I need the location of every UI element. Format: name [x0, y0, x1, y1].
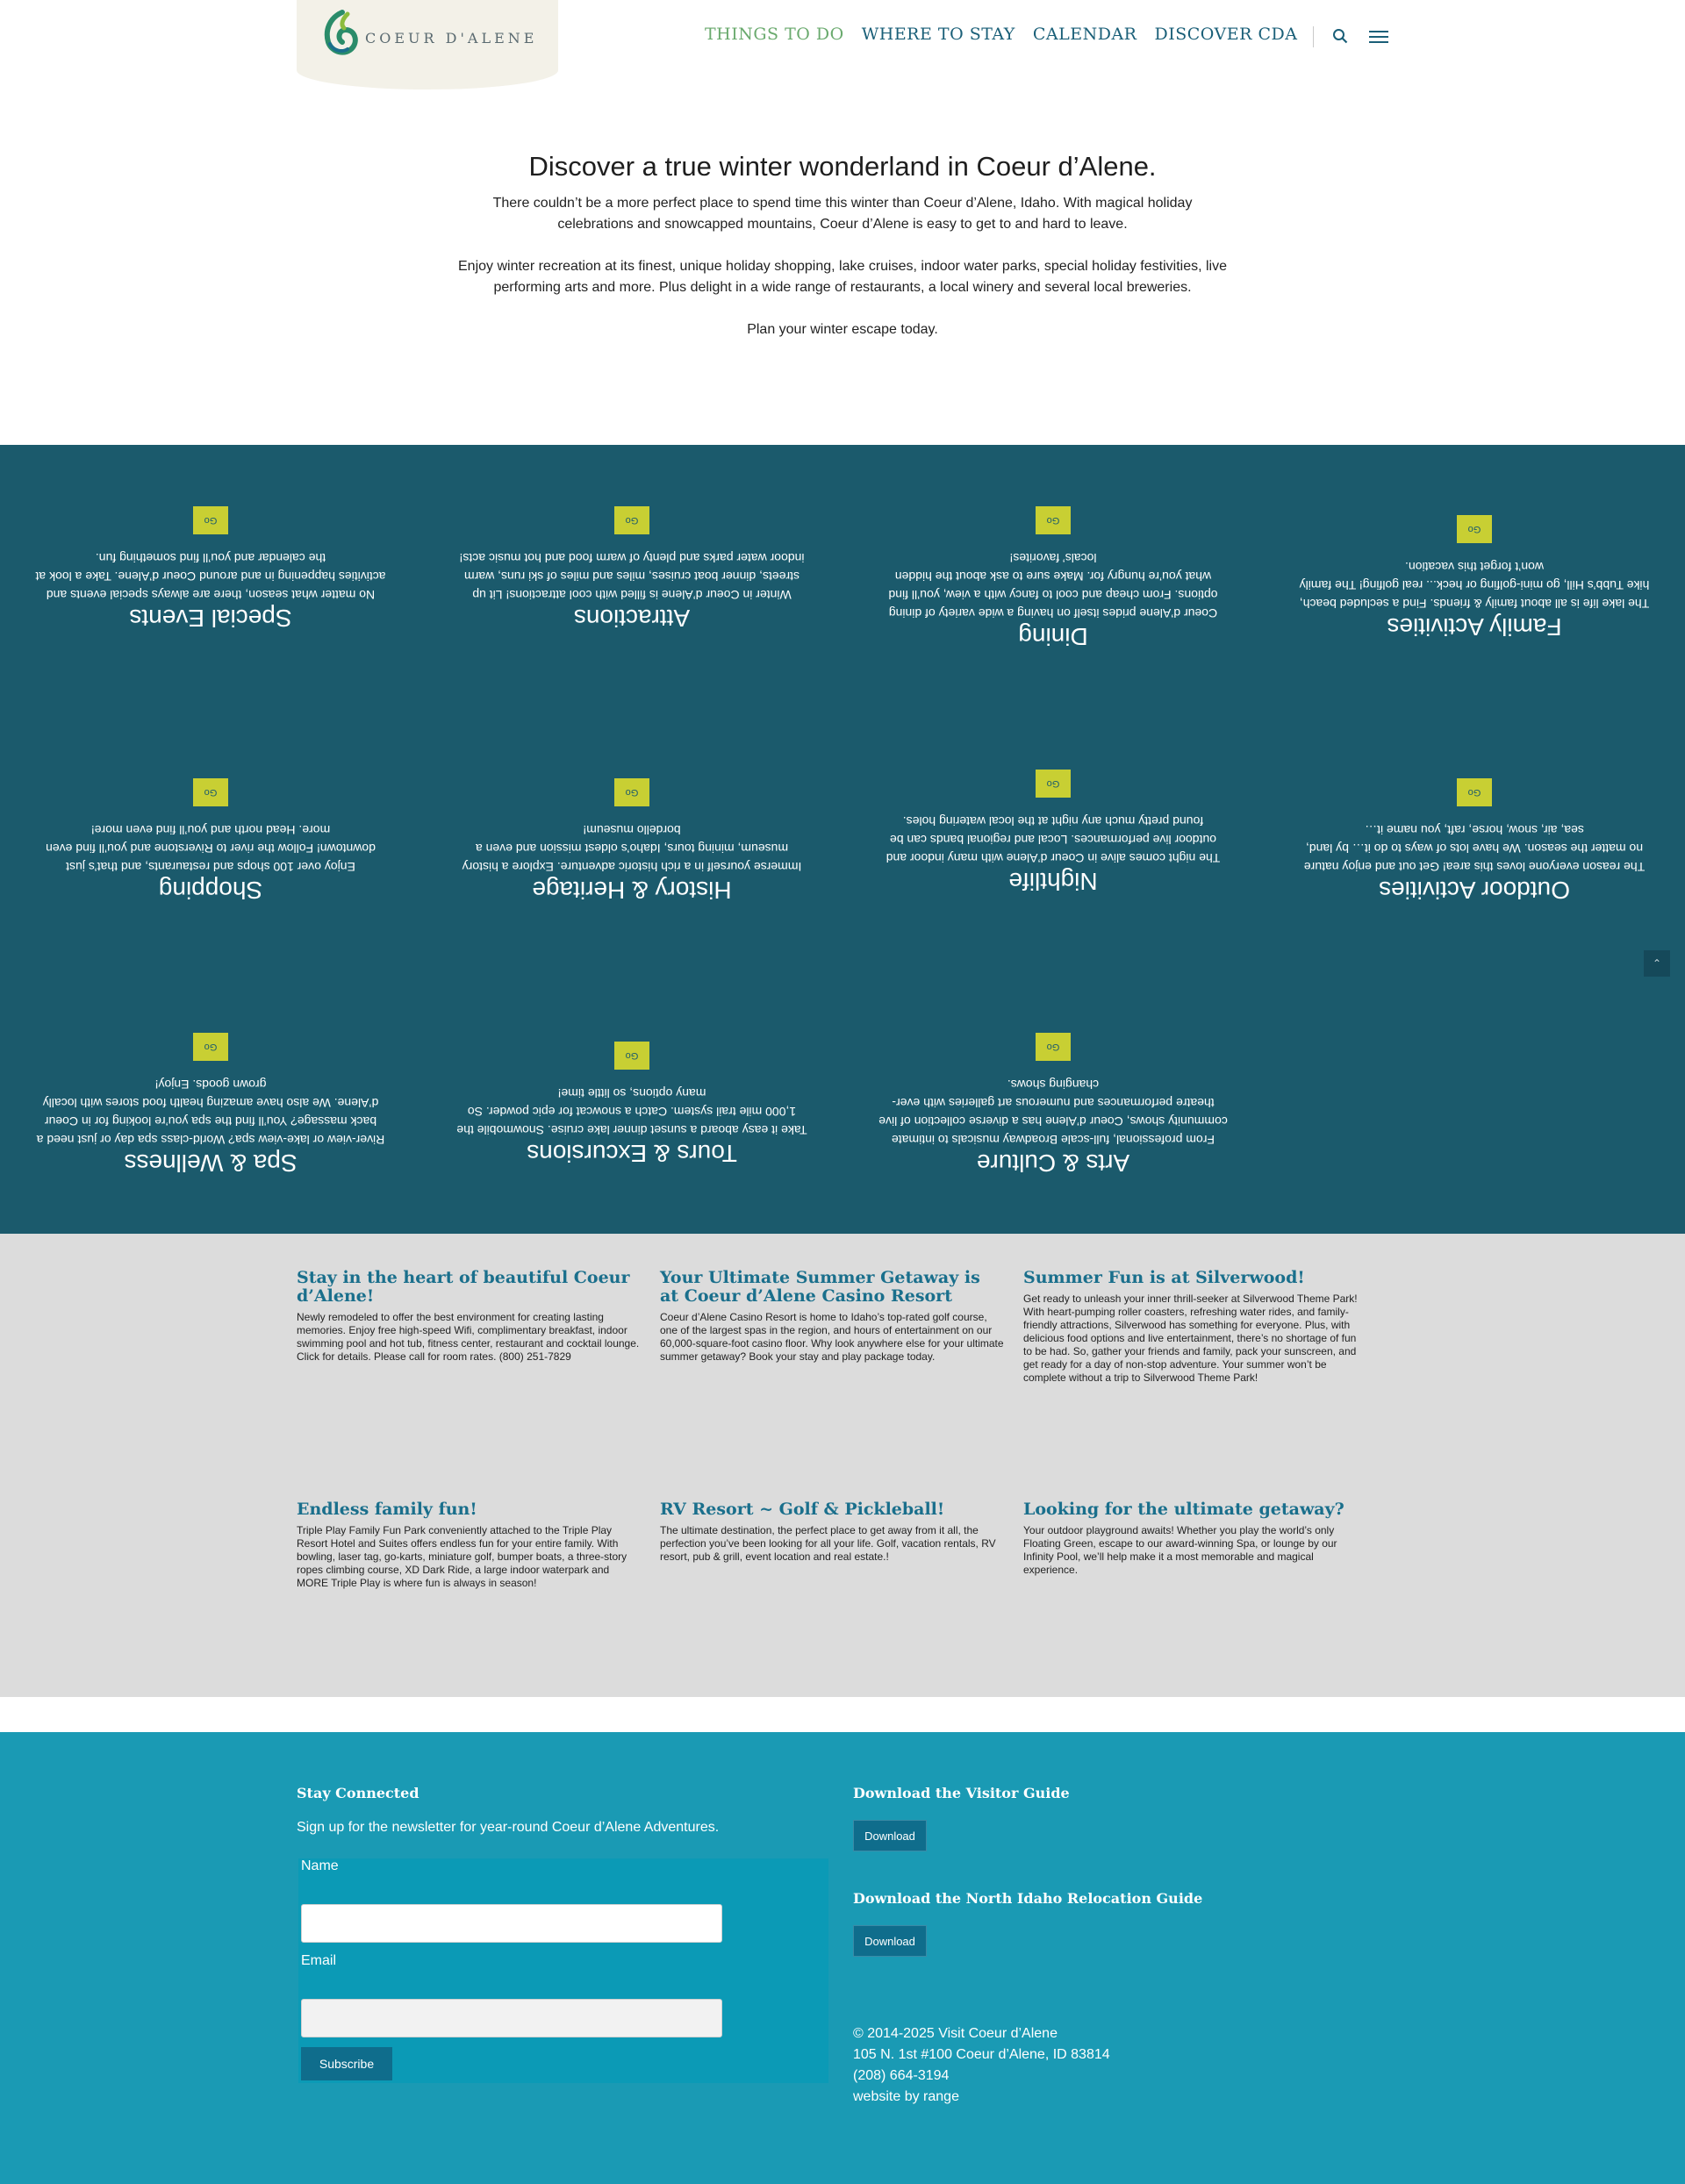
promo-title[interactable]: Stay in the heart of beautiful Coeur d’Alene! — [297, 1268, 630, 1306]
promo-card[interactable] — [297, 1500, 641, 1590]
tile-title: Outdoor Activities — [1379, 877, 1570, 904]
nav-things-to-do[interactable]: THINGS TO DO — [705, 25, 844, 44]
tile-text: The night comes alive in Coeur d’Alene with many indoor and outdoor live performances. Local and regional bands can be found pretty much any night at the local watering holes. — [886, 814, 1221, 865]
go-button[interactable]: Go — [614, 778, 649, 806]
promo-text: Triple Play Family Fun Park conveniently attached to the Triple Play Resort Hotel and Suites offers endless fun for your entire family. With bowling, laser tag, go-karts, miniature golf, bumper boats, a three-story ropes climbing course, XD Dark Ride, a large indoor waterpark and MORE Triple Play is where fun is always in season! — [297, 1524, 627, 1589]
go-button[interactable]: Go — [614, 1042, 649, 1070]
promo-title[interactable]: Endless family fun! — [297, 1500, 477, 1519]
tile-attractions[interactable] — [421, 498, 842, 632]
tile-outdoor-activities[interactable] — [1264, 770, 1685, 904]
tile-text: Take it easy aboard a sunset dinner lake cruise. Snowmobile the 1,000 mile trail system. Catch a snowcat for epic powder. So many options, so little time! — [456, 1086, 807, 1137]
promo-title[interactable]: Looking for the ultimate getaway? — [1023, 1500, 1344, 1519]
subscribe-button[interactable]: Subscribe — [301, 2047, 392, 2080]
go-button[interactable]: Go — [193, 1033, 228, 1061]
promo-card[interactable] — [1023, 1500, 1367, 1577]
phone[interactable]: (208) 664-3194 — [853, 2068, 950, 2083]
footer-info — [853, 2023, 1110, 2108]
go-button[interactable]: Go — [1457, 778, 1492, 806]
nav-calendar[interactable]: CALENDAR — [1032, 25, 1137, 44]
go-button[interactable]: Go — [614, 506, 649, 534]
intro-title: Discover a true winter wonderland in Coeur d’Alene. — [528, 151, 1157, 182]
tile-title: Arts & Culture — [976, 1149, 1130, 1177]
promo-card[interactable] — [660, 1500, 1004, 1564]
tile-text: The reason everyone loves this area! Get out and enjoy nature no matter the season. We have lots of ways to do it… by land, sea, air, snow, horse, raft, you name it… — [1303, 823, 1646, 874]
download-visitor-guide-button[interactable]: Download — [853, 1820, 927, 1851]
tile-special-events[interactable] — [0, 498, 421, 632]
site-footer — [0, 1732, 1685, 2184]
newsletter-form — [298, 1858, 828, 2083]
tile-spa-wellness[interactable] — [0, 1024, 421, 1177]
go-button[interactable]: Go — [1457, 515, 1492, 543]
promo-text: The ultimate destination, the perfect place to get away from it all, the perfection you’ve been looking for all your life. Golf, vacation rentals, RV resort, pub & grill, event location and real estate.! — [660, 1524, 996, 1563]
tile-title: Attractions — [573, 605, 691, 632]
promo-card[interactable] — [660, 1269, 1004, 1364]
go-button[interactable]: Go — [1036, 506, 1071, 534]
address: 105 N. 1st #100 Coeur d’Alene, ID 83814 — [853, 2047, 1110, 2062]
tile-text: Winter in Coeur d’Alene is filled with cool attractions! Lit up streets, dinner boat cruises, miles and miles of ski runs, warm indoor water parks and plenty of warm food and hot music acts! — [459, 551, 805, 602]
website-credit[interactable]: website by range — [853, 2089, 959, 2104]
search-icon[interactable] — [1332, 28, 1348, 44]
tile-shopping[interactable] — [0, 770, 421, 904]
tile-dining[interactable] — [842, 498, 1264, 650]
download-relocation-guide-button[interactable]: Download — [853, 1925, 927, 1957]
tile-text: Immerse yourself in a rich historic adventure. Explore a history museum, mining tours, Idaho’s oldest mission and even a bordello museum! — [462, 823, 802, 874]
go-button[interactable]: Go — [1036, 770, 1071, 798]
tile-text: From professional, full-scale Broadway musicals to intimate community shows, Coeur d’Alene has a diverse collection of live theatre performances and numerous art galleries with ever-changing shows. — [878, 1078, 1228, 1147]
go-button[interactable]: Go — [193, 506, 228, 534]
activity-grid — [0, 445, 1685, 1234]
intro-paragraph-2: Enjoy winter recreation at its finest, unique holiday shopping, lake cruises, indoor water parks, special holiday festivities, live performing arts and more. Plus delight in a wide range of restaurants, a local winery and several local breweries. — [458, 259, 1227, 295]
promo-title[interactable]: Your Ultimate Summer Getaway is at Coeur d’Alene Casino Resort — [660, 1268, 980, 1306]
tile-title: Special Events — [129, 605, 292, 632]
visitor-guide-heading: Download the Visitor Guide — [853, 1785, 1070, 1801]
tile-history-heritage[interactable] — [421, 770, 842, 904]
tile-tours-excursions[interactable] — [421, 1033, 842, 1167]
tile-text: River-view or lake-view spa? World-class spa day or just need a back massage? You’ll find the spa you’re looking for in Coeur d’Alene. We also have amazing health food stores with locally grown goods. Enjoy! — [36, 1078, 385, 1147]
tile-title: Nightlife — [1008, 868, 1098, 895]
intro-section — [456, 151, 1229, 362]
tile-title: Family Activities — [1387, 613, 1562, 641]
email-input[interactable] — [301, 1999, 722, 2037]
tile-title: History & Heritage — [532, 877, 732, 904]
chevron-up-icon: ⌃ — [1652, 957, 1662, 970]
intro-paragraph-3: Plan your winter escape today. — [747, 322, 938, 337]
promo-card[interactable] — [1023, 1269, 1367, 1385]
intro-paragraph-1: There couldn’t be a more perfect place to spend time this winter than Coeur d’Alene, Idaho. With magical holiday celebrations and snowcapped mountains, Coeur d’Alene is easy to get to and hard to leave. — [492, 196, 1193, 232]
go-button[interactable]: Go — [193, 778, 228, 806]
nav-where-to-stay[interactable]: WHERE TO STAY — [861, 25, 1015, 44]
tile-title: Tours & Excursions — [527, 1140, 737, 1167]
promo-card[interactable] — [297, 1269, 641, 1364]
tile-nightlife[interactable] — [842, 761, 1264, 895]
promo-title[interactable]: Summer Fun is at Silverwood! — [1023, 1268, 1305, 1287]
scroll-to-top-button[interactable] — [1644, 950, 1670, 977]
relocation-guide-heading: Download the North Idaho Relocation Guide — [853, 1890, 1203, 1907]
site-header — [0, 0, 1685, 97]
promo-text: Get ready to unleash your inner thrill-seeker at Silverwood Theme Park! With heart-pumping roller coasters, refreshing water rides, and family-friendly attractions, Silverwood has something for everyone. Plus, with delicious food options and live entertainment, there’s no shortage of fun to be had. So, gather your friends and family, pack your sunscreen, and get ready for a day of non-stop adventure. Your summer won’t be complete without a trip to Silverwood Theme Park! — [1023, 1292, 1358, 1384]
logo-text: COEUR D'ALENE — [365, 30, 538, 47]
name-label: Name — [301, 1858, 339, 1873]
promo-text: Coeur d’Alene Casino Resort is home to Idaho’s top-rated golf course, one of the largest spas in the region, and hours of entertainment on our 60,000-square-foot casino floor. Why look anywhere else for your ultimate summer getaway? Book your stay and play package today. — [660, 1311, 1004, 1363]
logo-swirl-icon — [321, 9, 360, 58]
newsletter-signup-text: Sign up for the newsletter for year-round Coeur d’Alene Adventures. — [297, 1820, 720, 1835]
tile-arts-culture[interactable] — [842, 1024, 1264, 1177]
nav-discover-cda[interactable]: DISCOVER CDA — [1154, 25, 1298, 44]
tile-family-activities[interactable] — [1264, 506, 1685, 641]
logo[interactable] — [297, 0, 558, 90]
tile-title: Shopping — [158, 877, 263, 904]
tile-title: Spa & Wellness — [124, 1149, 298, 1177]
nav-divider — [1313, 26, 1314, 47]
tile-text: Enjoy over 100 shops and restaurants, and that’s just downtown! Follow the river to Riverstone and you’ll find even more. Head north and you’ll find even more! — [46, 823, 376, 874]
promo-section — [0, 1234, 1685, 1697]
copyright: © 2014-2025 Visit Coeur d’Alene — [853, 2026, 1058, 2041]
promo-title[interactable]: RV Resort ~ Golf & Pickleball! — [660, 1500, 945, 1519]
promo-text: Newly remodeled to offer the best environment for creating lasting memories. Enjoy free high-speed Wifi, complimentary breakfast, indoor swimming pool and hot tub, fitness center, restaurant and cocktail lounge. Click for details. Please call for room rates. (800) 251-7829 — [297, 1311, 640, 1363]
tile-text: The lake life is all about family & friends. Find a secluded beach, hike Tubb’s Hill, go mini-golfing or heck... real golfing! The family won’t forget this vacation. — [1299, 560, 1650, 611]
promo-text: Your outdoor playground awaits! Whether you play the world’s only Floating Green, escape to our award-winning Spa, or lounge by our Infinity Pool, we’ll help make it a most memorable and magical experience. — [1023, 1524, 1337, 1576]
tile-text: No matter what season, there are always special events and activities happening in and around Coeur d’Alene. Take a look at the calendar and you’ll find something fun. — [35, 551, 386, 602]
tile-text: Coeur d’Alene prides itself on having a wide variety of dining options. From cheap and cool to fancy with a view, you’ll find what you’re hungry for. Make sure to ask about the hidden locals’ favorites! — [888, 551, 1218, 620]
tile-title: Dining — [1018, 623, 1088, 650]
stay-connected-heading: Stay Connected — [297, 1785, 419, 1801]
go-button[interactable]: Go — [1036, 1033, 1071, 1061]
hamburger-menu-icon[interactable] — [1369, 30, 1388, 44]
email-label: Email — [301, 1953, 337, 1968]
main-nav — [705, 25, 1297, 44]
name-input[interactable] — [301, 1904, 722, 1943]
